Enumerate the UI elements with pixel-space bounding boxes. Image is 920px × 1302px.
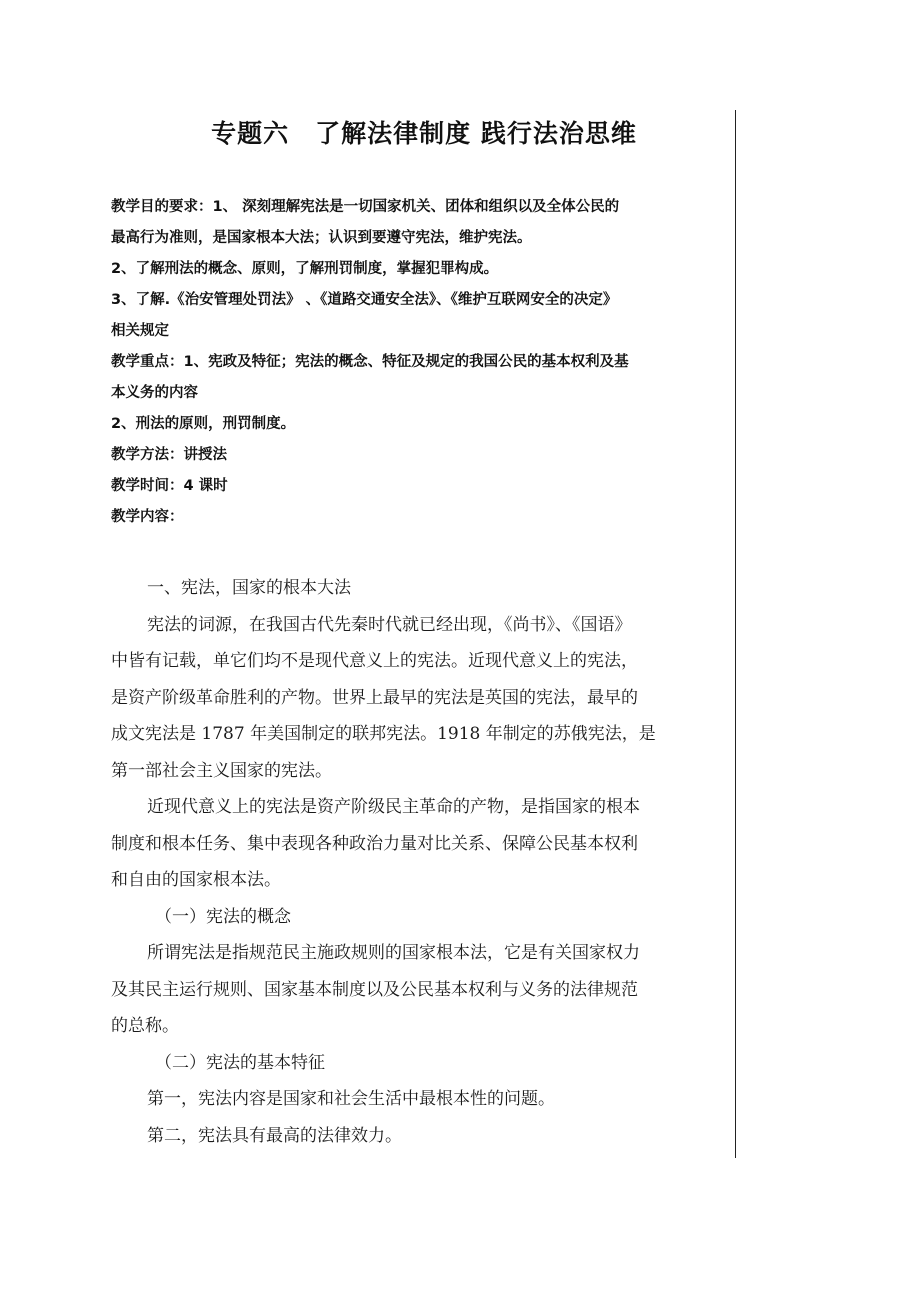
objectives-line: 3、了解.《治安管理处罚法》 、《道路交通安全法》、《维护互联网安全的决定》 — [111, 292, 618, 308]
teaching-time-line: 教学时间：4 课时 — [111, 478, 228, 494]
paragraph-line: 宪法的词源，在我国古代先秦时代就已经出现，《尚书》、《国语》 — [147, 614, 632, 635]
paragraph-line: 所谓宪法是指规范民主施政规则的国家根本法，它是有关国家权力 — [147, 943, 640, 963]
subsection-heading: （二）宪法的基本特征 — [155, 1052, 325, 1073]
section-heading: 一、宪法，国家的根本大法 — [147, 578, 351, 598]
paragraph-line: 中皆有记载，单它们均不是现代意义上的宪法。近现代意义上的宪法， — [111, 651, 638, 671]
paragraph-line: 及其民主运行规则、国家基本制度以及公民基本权利与义务的法律规范 — [111, 979, 638, 1000]
lesson-body — [111, 570, 691, 1154]
paragraph-line: 第一部社会主义国家的宪法。 — [111, 760, 332, 781]
teaching-content-label: 教学内容： — [111, 509, 184, 525]
objectives-line: 2、了解刑法的概念、原则，了解刑罚制度，掌握犯罪构成。 — [111, 261, 499, 277]
margin-rule — [735, 110, 736, 1158]
paragraph-line: 制度和根本任务、集中表现各种政治力量对比关系、保障公民基本权利 — [111, 833, 638, 854]
objectives-line: 相关规定 — [111, 323, 169, 339]
teaching-method-line: 教学方法：讲授法 — [111, 447, 227, 463]
paragraph-line: 第二，宪法具有最高的法律效力。 — [147, 1125, 402, 1146]
paragraph-line: 近现代意义上的宪法是资产阶级民主革命的产物，是指国家的根本 — [147, 797, 640, 817]
paragraph-line: 的总称。 — [111, 1016, 179, 1036]
key-points-line: 2、刑法的原则，刑罚制度。 — [111, 416, 296, 432]
lesson-header — [111, 192, 696, 533]
paragraph-line: 是资产阶级革命胜利的产物。世界上最早的宪法是英国的宪法，最早的 — [111, 687, 638, 708]
paragraph-line: 和自由的国家根本法。 — [111, 870, 281, 890]
subsection-heading: （一）宪法的概念 — [155, 906, 291, 927]
document-title: 专题六 了解法律制度 践行法治思维 — [211, 119, 637, 148]
key-points-line: 本义务的内容 — [111, 385, 198, 401]
key-points-line: 教学重点：1、宪政及特征；宪法的概念、特征及规定的我国公民的基本权利及基 — [111, 354, 629, 370]
paragraph-line: 第一，宪法内容是国家和社会生活中最根本性的问题。 — [147, 1089, 555, 1109]
objectives-line: 教学目的要求：1、 深刻理解宪法是一切国家机关、团体和组织以及全体公民的 — [111, 199, 620, 215]
paragraph-line: 成文宪法是 1787 年美国制定的联邦宪法。1918 年制定的苏俄宪法，是 — [111, 724, 656, 744]
objectives-line: 最高行为准则，是国家根本大法；认识到要遵守宪法，维护宪法。 — [111, 230, 532, 246]
